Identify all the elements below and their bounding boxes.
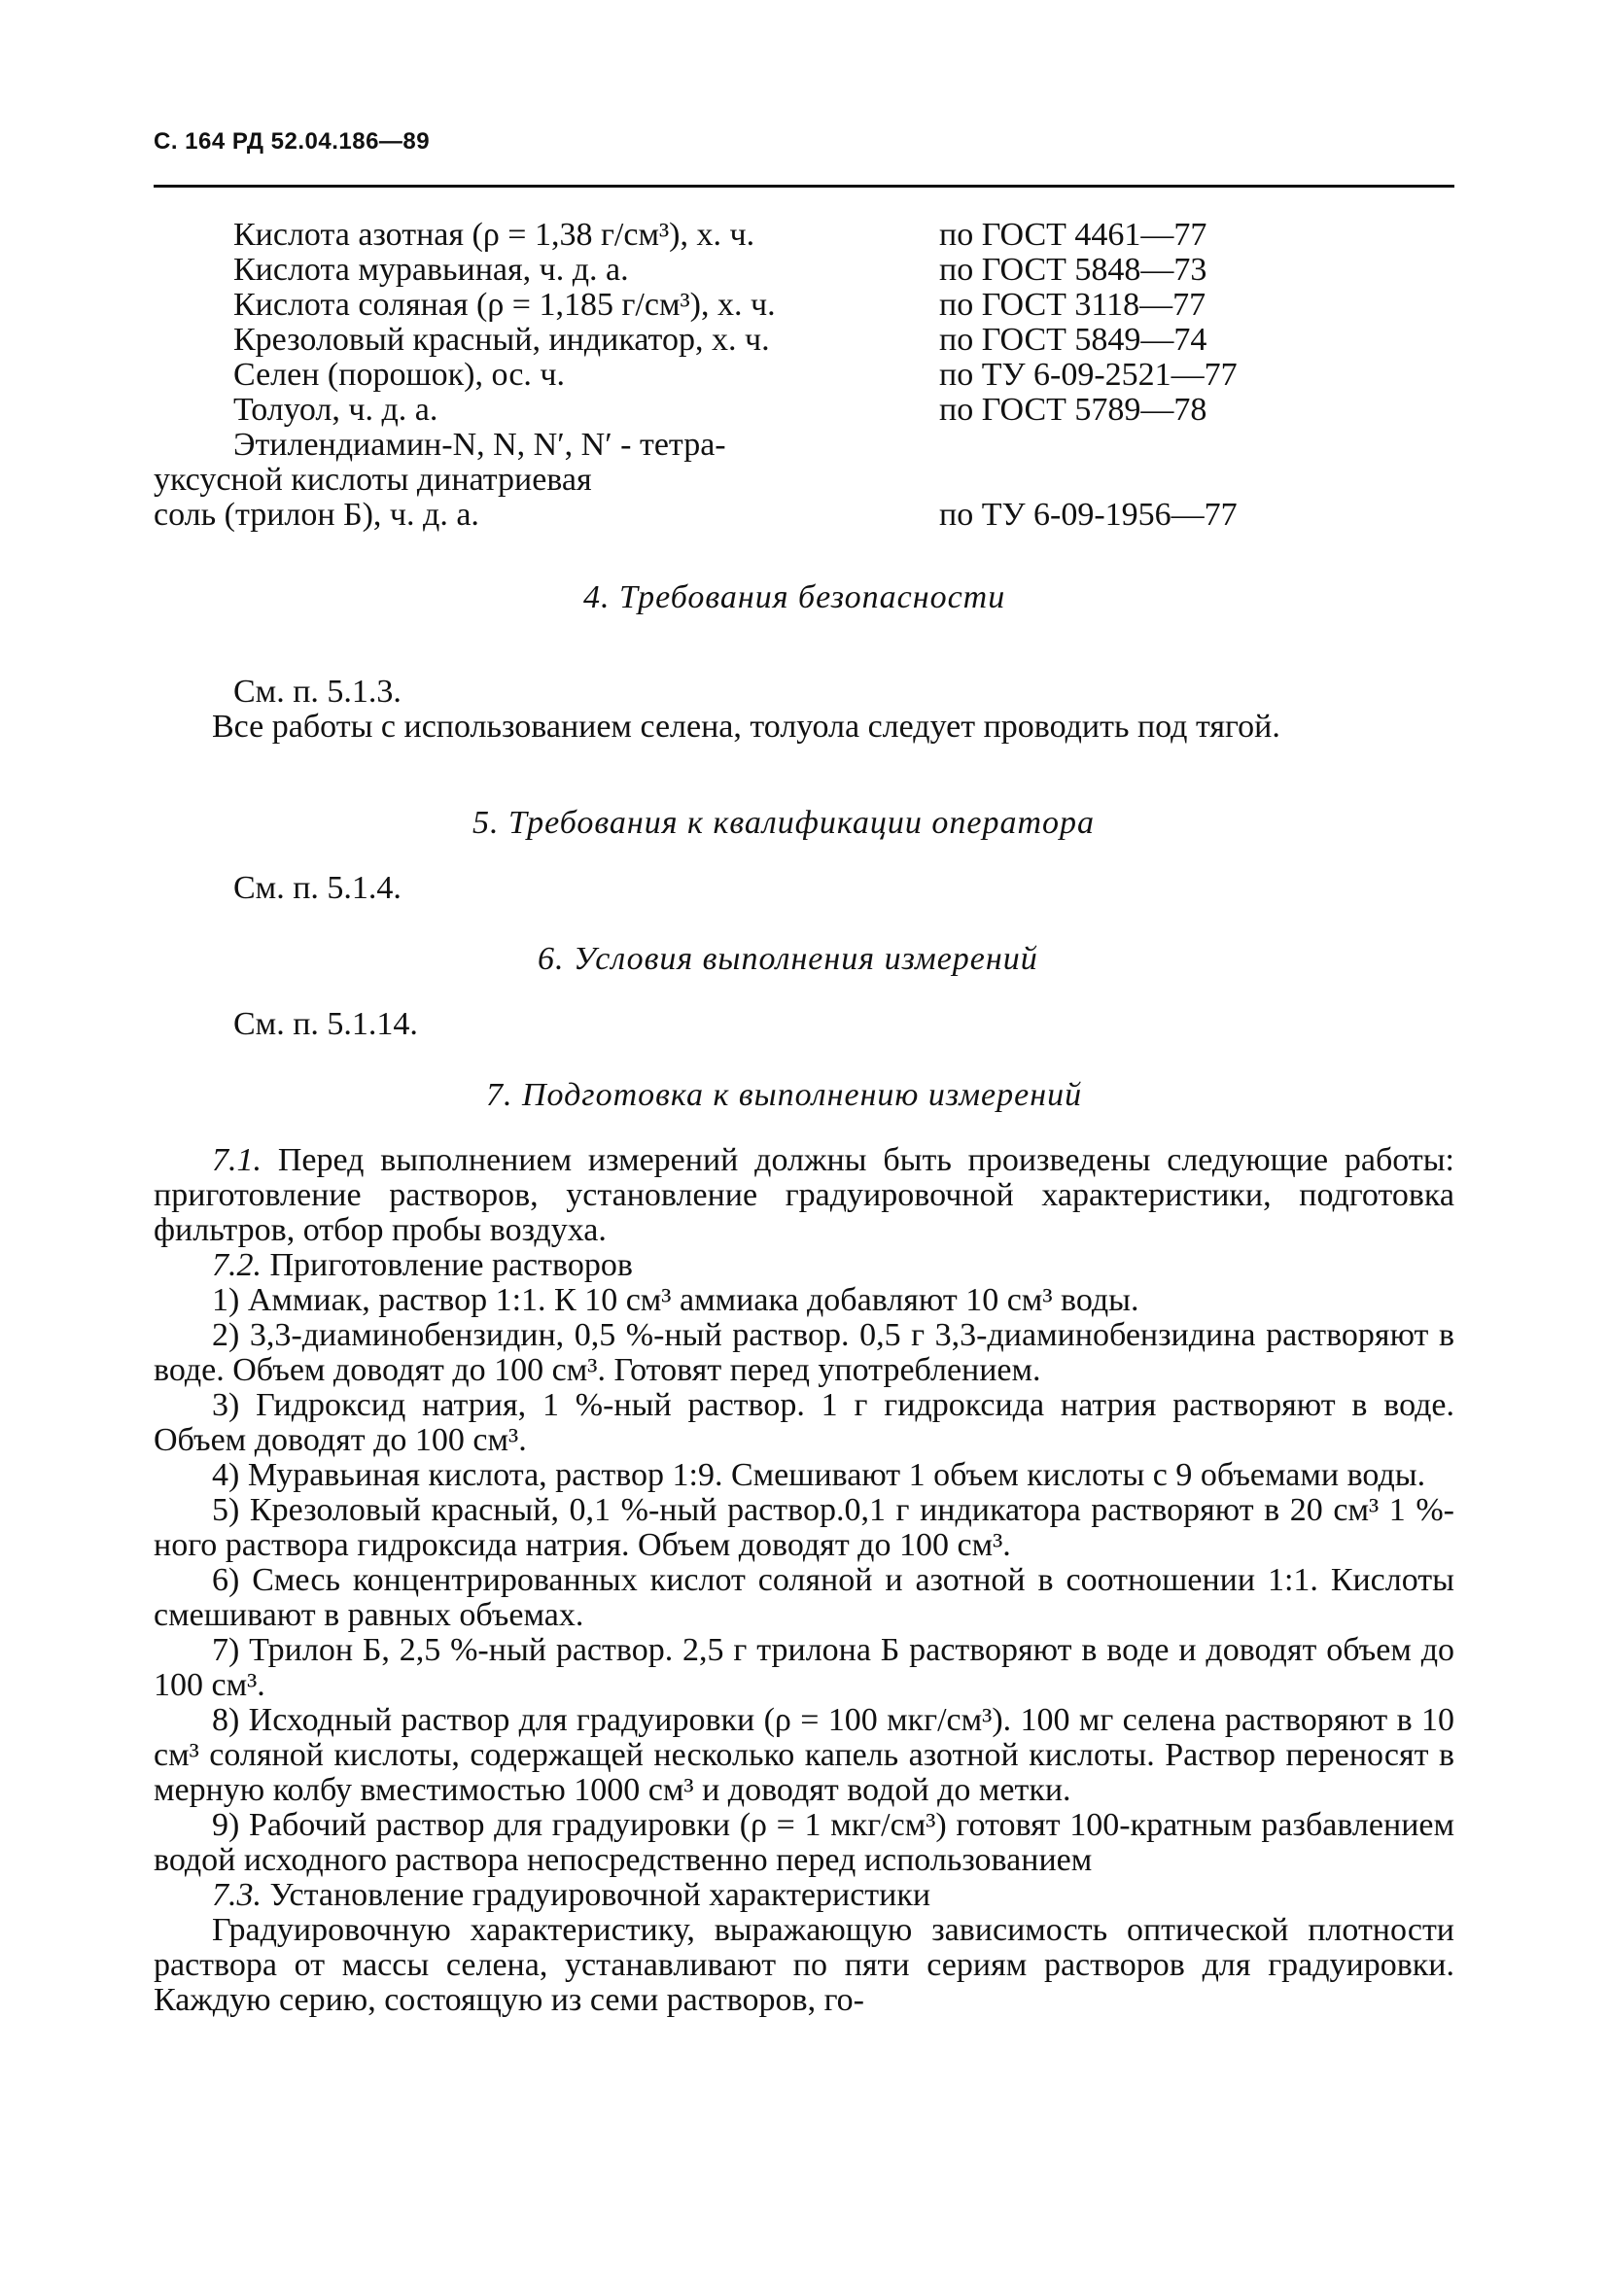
reagent-standard: по ГОСТ 5849—74: [939, 322, 1207, 358]
list-item: 6) Смесь концентрированных кислот соляной и азотной в соотношении 1:1. Кислоты смешивают в равных объемах.: [154, 1562, 1454, 1633]
reagent-row: [154, 428, 1301, 463]
section-5-ref: См. п. 5.1.4.: [233, 870, 402, 906]
reagent-row: [154, 498, 1301, 533]
reagent-name: Крезоловый красный, индикатор, х. ч.: [233, 322, 770, 358]
reagent-name: Кислота муравьиная, ч. д. а.: [233, 252, 629, 288]
reagent-row: [154, 463, 1301, 498]
section-4-paragraph: Все работы с использованием селена, толуола следует проводить под тягой.: [212, 709, 1280, 745]
reagent-name: Кислота соляная (ρ = 1,185 г/см³), х. ч.: [233, 287, 776, 323]
reagent-name: Этилендиамин-N, N, N′, N′ - тетра-: [233, 427, 726, 463]
list-item: 2) 3,3-диаминобензидин, 0,5 %-ный раствор. 0,5 г 3,3-диаминобензидина растворяют в воде. Объем доводят до 100 см³. Готовят перед употреблением.: [154, 1317, 1454, 1388]
section-title-4: 4. Требования безопасности: [583, 579, 1006, 615]
section-title-6: 6. Условия выполнения измерений: [538, 941, 1038, 977]
paragraph-7-3-body: Градуировочную характеристику, выражающую зависимость оптической плотности раствора от массы селена, устанавливают по пяти сериям растворов для градуировки. Каждую серию, состоящую из семи растворов, го-: [154, 1912, 1454, 2018]
reagent-standard: по ГОСТ 5848—73: [939, 252, 1207, 288]
reagent-row: [154, 323, 1301, 358]
reagent-standard: по ТУ 6-09-1956—77: [939, 497, 1238, 533]
clause-text: Приготовление растворов: [262, 1247, 633, 1283]
running-header: С. 164 РД 52.04.186—89: [154, 128, 431, 155]
reagent-name: уксусной кислоты динатриевая: [154, 462, 592, 498]
reagent-name: соль (трилон Б), ч. д. а.: [154, 497, 479, 533]
reagent-list: [154, 218, 1301, 533]
reagent-standard: по ГОСТ 3118—77: [939, 287, 1206, 323]
clause-text: Перед выполнением измерений должны быть произведены следующие работы: приготовление растворов, установление градуировочной характеристики, подготовка фильтров, отбор пробы воздуха.: [154, 1142, 1454, 1248]
reagent-standard: по ГОСТ 4461—77: [939, 217, 1207, 253]
header-rule: [154, 185, 1454, 188]
reagent-row: [154, 218, 1301, 253]
paragraph-7-2: [154, 1248, 1454, 1283]
clause-text: Установление градуировочной характеристики: [262, 1877, 931, 1913]
reagent-standard: по ГОСТ 5789—78: [939, 392, 1207, 428]
list-item: 5) Крезоловый красный, 0,1 %-ный раствор.0,1 г индикатора растворяют в 20 см³ 1 %-ного раствора гидроксида натрия. Объем доводят до 100 см³.: [154, 1492, 1454, 1563]
section-title-5: 5. Требования к квалификации оператора: [472, 805, 1096, 841]
section-title-7: 7. Подготовка к выполнению измерений: [486, 1077, 1083, 1113]
clause-number: 7.1.: [212, 1142, 262, 1178]
list-item: 8) Исходный раствор для градуировки (ρ = 100 мкг/см³). 100 мг селена растворяют в 10 см³ соляной кислоты, содержащей несколько капель азотной кислоты. Раствор переносят в мерную колбу вместимостью 1000 см³ и доводят водой до метки.: [154, 1702, 1454, 1808]
reagent-row: [154, 358, 1301, 393]
reagent-row: [154, 393, 1301, 428]
reagent-row: [154, 253, 1301, 288]
list-item: 9) Рабочий раствор для градуировки (ρ = 1 мкг/см³) готовят 100-кратным разбавлением водой исходного раствора непосредственно перед использованием: [154, 1807, 1454, 1878]
list-item: 4) Муравьиная кислота, раствор 1:9. Смешивают 1 объем кислоты с 9 объемами воды.: [212, 1457, 1426, 1493]
paragraph-7-3: [154, 1878, 1454, 1913]
paragraph-7-1: [154, 1143, 1454, 1248]
reagent-name: Толуол, ч. д. а.: [233, 392, 438, 428]
clause-number: 7.2.: [212, 1247, 262, 1283]
section-6-ref: См. п. 5.1.14.: [233, 1006, 418, 1042]
reagent-row: [154, 288, 1301, 323]
list-item: 3) Гидроксид натрия, 1 %-ный раствор. 1 г гидроксида натрия растворяют в воде. Объем доводят до 100 см³.: [154, 1387, 1454, 1458]
section-7-body: [154, 1143, 1454, 2018]
reagent-standard: по ТУ 6-09-2521—77: [939, 357, 1238, 393]
section-4-ref: См. п. 5.1.3.: [233, 674, 402, 710]
list-item: 1) Аммиак, раствор 1:1. К 10 см³ аммиака добавляют 10 см³ воды.: [212, 1282, 1139, 1318]
section-4-text: [154, 710, 1454, 745]
reagent-name: Кислота азотная (ρ = 1,38 г/см³), х. ч.: [233, 217, 755, 253]
reagent-name: Селен (порошок), ос. ч.: [233, 357, 566, 393]
clause-number: 7.3.: [212, 1877, 262, 1913]
list-item: 7) Трилон Б, 2,5 %-ный раствор. 2,5 г трилона Б растворяют в воде и доводят объем до 100 см³.: [154, 1632, 1454, 1703]
